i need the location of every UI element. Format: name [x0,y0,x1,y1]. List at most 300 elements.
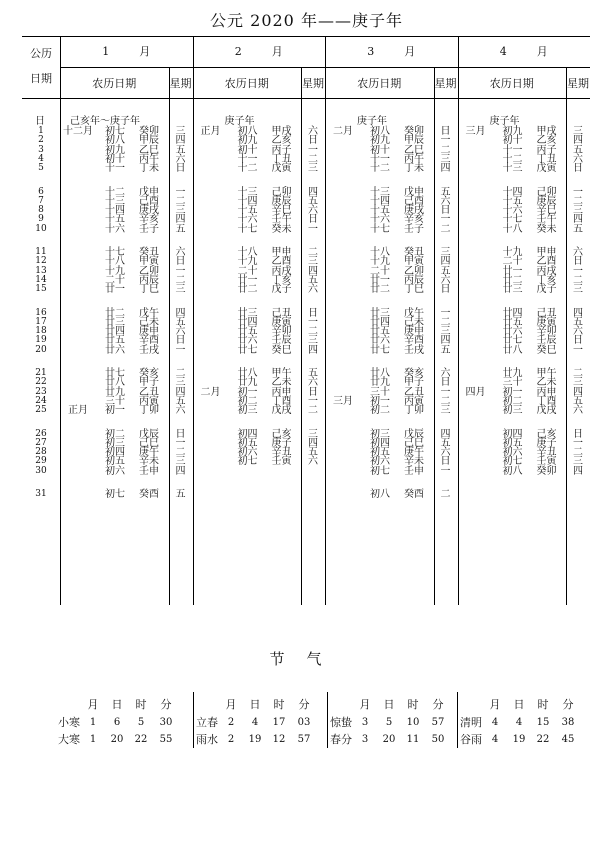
day-number: 25 [35,405,47,416]
weekday: 一 [175,265,186,277]
lunar-day: 初六 [237,447,258,459]
ganzhi: 己巳 [404,437,424,449]
day-number: 13 [35,265,47,276]
term-day: 19 [248,734,262,745]
lunar-day: 初七 [502,456,523,468]
day-number: 27 [35,437,47,448]
weekday: 一 [440,465,451,477]
lunar-day: 初四 [502,428,523,440]
lunar-day: 初八 [105,135,125,147]
ganzhi: 癸卯 [404,126,424,137]
ganzhi: 庚午 [404,447,424,459]
weekday: 四 [175,214,186,226]
term-col-header: 时 [273,698,285,711]
ganzhi: 庚戌 [139,205,159,217]
weekday: 三 [308,163,318,175]
weekday: 一 [175,437,186,449]
lunar-month-mark: 三月 [333,395,353,407]
weekday: 六 [573,153,583,165]
ganzhi: 壬辰 [271,335,292,347]
lunar-day: 廿三 [502,284,523,296]
lunar-day: 初五 [237,437,258,449]
lunar-month-mark: 二月 [333,126,353,137]
ganzhi: 丙申 [536,386,557,398]
term-hour: 22 [536,734,550,745]
nongli-header: 农历日期 [224,77,269,90]
weekday: 日 [308,307,318,319]
weekday: 三 [308,256,318,268]
lunar-day: 十二 [237,163,258,175]
lunar-day: 初八 [237,126,258,137]
lunar-day: 廿六 [370,335,390,347]
ganzhi: 癸未 [271,223,292,235]
term-minute: 38 [561,717,575,728]
ganzhi: 壬申 [404,465,424,477]
day-number: 6 [38,186,44,197]
weekday: 日 [573,428,583,440]
weekday: 五 [573,395,583,407]
ganzhi: 辛未 [139,456,159,468]
term-minute: 03 [297,717,311,728]
day-number: 2 [38,135,44,146]
lunar-day: 三十 [502,377,523,389]
ganzhi: 甲寅 [139,256,159,268]
weekday: 二 [440,489,451,500]
weekday: 日 [175,256,186,268]
lunar-day: 十九 [237,256,258,268]
weekday: 二 [573,447,583,459]
weekday: 六 [573,247,583,258]
term-hour: 15 [536,717,550,728]
ganzhi: 庚戌 [404,205,424,217]
lunar-day: 廿五 [370,326,390,338]
lunar-day: 十四 [105,205,125,217]
ganzhi: 辛亥 [139,214,159,226]
weekday: 四 [440,256,451,268]
page-title: 公元 2020 年——庚子年 [210,11,403,30]
ganzhi: 己亥 [271,428,292,440]
day-number: 1 [38,126,44,136]
ganzhi: 丁亥 [536,274,557,286]
term-col-header: 月 [225,698,237,711]
term-month: 3 [361,734,369,745]
weekday: 日 [175,428,186,440]
term-month: 3 [361,717,369,728]
lunar-day: 十六 [370,214,390,226]
ganzhi: 庚子 [536,437,557,449]
ganzhi: 甲辰 [139,135,159,147]
ganzhi: 戊午 [139,307,159,319]
weekday: 二 [440,395,451,407]
ganzhi: 丙午 [139,153,159,165]
lunar-day: 十五 [502,195,523,207]
weekday: 六 [573,405,583,417]
ganzhi: 辛丑 [271,447,292,459]
lunar-day: 廿二 [370,284,390,296]
term-minute: 50 [431,734,445,745]
weekday: 四 [175,465,186,477]
weekday: 日 [573,256,583,268]
weekday: 六 [440,447,451,459]
ganzhi: 丙戌 [536,265,557,277]
lunar-day: 初九 [370,135,390,147]
term-col-header: 月 [87,698,99,711]
lunar-day: 初十 [370,144,390,156]
lunar-month-mark: 二月 [200,386,221,398]
weekday: 一 [440,386,451,398]
weekday: 日 [308,214,318,226]
term-day: 4 [251,717,259,728]
lunar-day: 廿二 [105,307,125,319]
lunar-month-mark: 三月 [465,126,486,137]
weekday: 四 [308,265,318,277]
weekday: 一 [573,186,583,198]
ganzhi: 壬戌 [139,344,159,356]
lunar-day: 廿三 [370,307,390,319]
month-unit: 月 [271,45,283,58]
day-number: 5 [38,163,44,174]
ganzhi: 戊子 [536,284,557,296]
lunar-day: 初八 [502,465,523,477]
ganzhi: 戊寅 [536,163,557,175]
term-col-header: 时 [537,698,549,711]
term-group-rule [193,692,194,748]
term-col-header: 日 [249,698,261,711]
weekday: 四 [573,465,583,477]
lunar-day: 廿八 [370,368,390,379]
weekday: 三 [308,335,318,347]
ganzhi: 庚寅 [271,316,292,328]
lunar-day: 二十 [237,265,258,277]
weekday: 二 [308,405,318,417]
ganzhi: 庚申 [139,326,159,338]
weekday: 日 [175,335,186,347]
weekday-header: 星期 [169,77,192,90]
ganzhi: 庚辰 [271,195,292,207]
term-month: 1 [89,734,97,745]
lunar-day: 廿五 [237,326,258,338]
term-month: 4 [491,717,499,728]
term-hour: 17 [272,717,286,728]
term-day: 5 [385,717,393,728]
weekday: 一 [308,144,318,156]
ganzhi: 丁巳 [404,284,424,296]
lunar-day: 初一 [237,386,258,398]
term-col-header: 分 [160,698,172,711]
lunar-day: 十一 [370,153,390,165]
day-number: 22 [35,377,47,388]
weekday: 一 [440,135,451,147]
ganzhi: 庚午 [139,447,159,459]
day-label: 日 [35,116,45,127]
term-col-header: 时 [407,698,419,711]
day-number: 26 [35,428,47,439]
weekday: 五 [175,316,186,328]
weekday: 四 [440,335,451,347]
weekday: 四 [175,386,186,398]
lunar-day: 三十 [105,395,125,407]
ganzhi: 辛酉 [139,335,159,347]
lunar-day: 初四 [237,428,258,440]
lunar-day: 十一 [105,163,125,175]
ganzhi: 庚辰 [536,195,557,207]
ganzhi: 壬子 [404,223,424,235]
lunar-day: 十八 [502,223,523,235]
ganzhi: 乙卯 [404,265,424,277]
term-minute: 57 [297,734,311,745]
ganzhi: 甲戌 [271,126,292,137]
lunar-day: 廿一 [502,265,523,277]
ganzhi: 戊寅 [271,163,292,175]
day-number: 3 [38,144,44,155]
lunar-day: 初二 [370,405,390,417]
weekday: 六 [175,326,186,338]
ganzhi: 甲子 [404,377,424,389]
ganzhi: 乙酉 [271,256,292,268]
weekday: 日 [308,386,318,398]
ganzhi: 甲午 [271,368,292,379]
ganzhi: 庚申 [404,326,424,338]
year-note: 庚子年 [489,116,520,127]
weekday: 一 [440,214,451,226]
ganzhi: 辛巳 [271,205,292,217]
weekday: 二 [175,195,186,207]
day-number: 24 [35,395,47,406]
lunar-day: 初十 [237,144,258,156]
lunar-day: 二十 [105,274,125,286]
lunar-day: 初十 [502,135,523,147]
ganzhi: 癸亥 [139,368,159,379]
month-number: 2 [234,45,242,58]
lunar-day: 廿八 [502,344,523,356]
ganzhi: 丙戌 [271,265,292,277]
term-minute: 45 [561,734,575,745]
lunar-day: 初五 [370,447,390,459]
weekday: 日 [440,126,451,137]
ganzhi: 丙申 [271,386,292,398]
weekday: 五 [175,144,186,156]
lunar-day: 廿一 [105,284,125,296]
term-name: 惊蛰 [330,716,352,729]
ganzhi: 癸巳 [271,344,292,356]
ganzhi: 甲子 [139,377,159,389]
term-col-header: 日 [383,698,395,711]
month-number: 4 [499,45,507,58]
weekday: 五 [308,447,318,459]
lunar-day: 十七 [370,223,390,235]
weekday: 一 [573,344,583,356]
weekday: 五 [308,195,318,207]
term-name: 春分 [330,733,352,746]
lunar-day: 初八 [370,126,390,137]
ganzhi: 癸巳 [536,344,557,356]
ganzhi: 癸丑 [139,247,159,258]
lunar-day: 三十 [370,386,390,398]
lunar-day: 十三 [105,195,125,207]
ganzhi: 甲申 [271,247,292,258]
ganzhi: 戊申 [139,186,159,198]
ganzhi: 壬戌 [404,344,424,356]
lunar-day: 廿九 [237,377,258,389]
term-col-header: 月 [359,698,371,711]
ganzhi: 己亥 [536,428,557,440]
weekday: 六 [573,326,583,338]
lunar-day: 十三 [370,186,390,198]
weekday: 四 [175,307,186,319]
term-hour: 11 [406,734,420,745]
lunar-day: 廿六 [237,335,258,347]
lunar-day: 十四 [370,195,390,207]
weekday: 五 [573,144,583,156]
ganzhi: 丁丑 [536,153,557,165]
lunar-day: 廿五 [502,316,523,328]
lunar-day: 初七 [105,489,125,500]
ganzhi: 己酉 [404,195,424,207]
lunar-day: 初一 [370,395,390,407]
weekday: 五 [175,489,186,500]
weekday: 六 [308,284,318,296]
term-col-header: 分 [298,698,310,711]
weekday: 日 [440,456,451,468]
day-number: 8 [38,205,44,216]
day-number: 10 [35,223,47,234]
weekday: 三 [175,284,186,296]
weekday: 三 [573,377,583,389]
weekday: 四 [175,135,186,147]
lunar-day: 初七 [370,465,390,477]
lunar-day: 十八 [105,256,125,268]
lunar-day: 初二 [237,395,258,407]
lunar-day: 十八 [237,247,258,258]
weekday: 六 [308,126,318,137]
term-col-header: 月 [489,698,501,711]
lunar-day: 初九 [502,126,523,137]
lunar-day: 廿七 [370,344,390,356]
gongli-label-2: 日期 [30,72,52,85]
weekday: 六 [175,153,186,165]
solar-terms-title: 节气 [269,650,344,668]
term-hour: 10 [406,717,420,728]
lunar-day: 十二 [502,153,523,165]
ganzhi: 丙子 [536,144,557,156]
ganzhi: 壬寅 [271,456,292,468]
ganzhi: 辛卯 [271,326,292,338]
lunar-day: 廿六 [105,344,125,356]
lunar-day: 初六 [105,465,125,477]
term-day: 19 [512,734,526,745]
day-number: 29 [35,456,47,467]
day-number: 23 [35,386,47,397]
ganzhi: 庚寅 [536,316,557,328]
gongli-label-1: 公历 [30,47,52,60]
lunar-day: 十二 [370,163,390,175]
weekday-header: 星期 [567,77,589,90]
lunar-day: 初九 [105,144,125,156]
lunar-day: 十八 [370,247,390,258]
ganzhi: 癸卯 [139,126,159,137]
term-minute: 55 [159,734,173,745]
ganzhi: 丁未 [139,163,159,175]
lunar-day: 十一 [502,144,523,156]
ganzhi: 己丑 [271,307,292,319]
weekday: 三 [573,205,583,217]
lunar-day: 廿三 [237,307,258,319]
day-number: 21 [35,368,47,378]
weekday: 六 [308,456,318,468]
weekday: 日 [308,135,318,147]
lunar-day: 初五 [502,437,523,449]
weekday: 四 [440,163,451,175]
weekday: 五 [573,223,583,235]
ganzhi: 壬午 [536,214,557,226]
ganzhi: 戊戌 [271,405,292,417]
lunar-day: 十六 [237,214,258,226]
lunar-day: 廿二 [502,274,523,286]
month-unit: 月 [404,45,416,58]
lunar-day: 廿九 [502,368,523,379]
ganzhi: 癸酉 [404,489,424,500]
ganzhi: 丁未 [404,163,424,175]
weekday: 一 [308,316,318,328]
ganzhi: 甲午 [536,368,557,379]
ganzhi: 壬子 [139,223,159,235]
lunar-day: 初三 [502,405,523,417]
weekday: 三 [175,126,186,137]
weekday: 五 [440,186,451,198]
ganzhi: 丙子 [271,144,292,156]
ganzhi: 丁酉 [271,395,292,407]
weekday: 日 [440,284,451,296]
day-number: 15 [35,284,47,295]
term-month: 4 [491,734,499,745]
weekday: 三 [440,326,451,338]
lunar-day: 十九 [370,256,390,268]
lunar-month-mark: 十二月 [63,126,93,137]
term-group-rule [457,692,458,748]
ganzhi: 乙卯 [139,265,159,277]
term-col-header: 分 [562,698,574,711]
term-name: 谷雨 [460,733,482,746]
weekday: 五 [573,316,583,328]
weekday: 三 [175,205,186,217]
term-name: 立春 [196,716,218,729]
weekday: 三 [440,153,451,165]
weekday: 二 [573,274,583,286]
ganzhi: 戊申 [404,186,424,198]
term-col-header: 日 [111,698,123,711]
lunar-day: 廿四 [370,316,390,328]
weekday: 六 [440,274,451,286]
lunar-day: 廿四 [237,316,258,328]
weekday: 四 [308,186,318,198]
lunar-day: 十三 [237,186,258,198]
weekday: 三 [573,284,583,296]
month-unit: 月 [139,45,151,58]
lunar-day: 初一 [502,386,523,398]
weekday: 一 [175,344,186,356]
lunar-day: 十七 [105,247,125,258]
weekday: 二 [308,153,318,165]
weekday: 二 [175,447,186,459]
weekday: 三 [440,247,451,258]
day-number: 11 [35,247,47,257]
lunar-day: 十七 [237,223,258,235]
lunar-day: 初四 [370,437,390,449]
lunar-day: 初五 [105,456,125,468]
lunar-day: 初七 [237,456,258,468]
lunar-day: 十九 [502,247,523,258]
ganzhi: 壬申 [139,465,159,477]
